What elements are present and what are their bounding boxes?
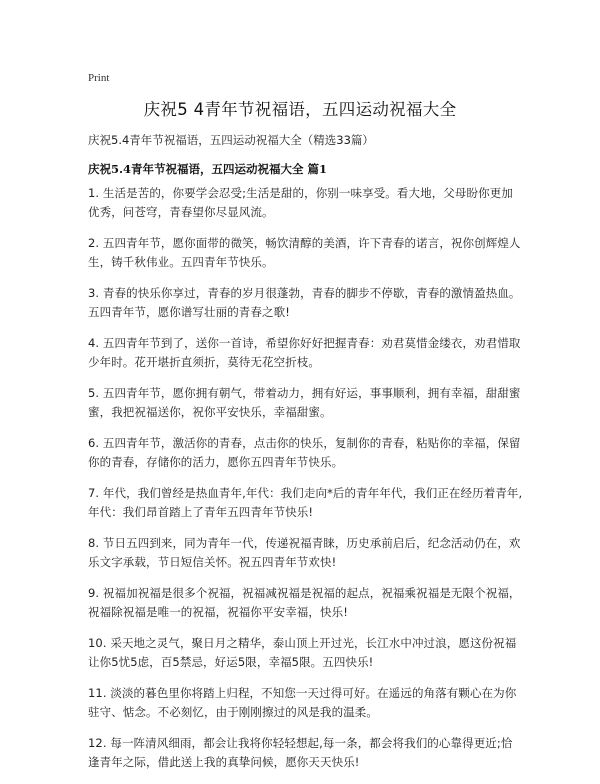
wish-item: 5. 五四青年节，愿你拥有朝气，带着动力，拥有好运，事事顺利，拥有幸福，甜甜蜜蜜，我把祝福送你，祝你平安快乐，幸福甜蜜。 <box>88 386 521 419</box>
wish-item: 8. 节日五四到来，同为青年一代，传递祝福青睐，历史承前启后，纪念活动仍在，欢乐文字承载，节日短信关怀。祝五四青年节欢快! <box>88 536 521 569</box>
wish-item: 6. 五四青年节，激活你的青春，点击你的快乐，复制你的青春，粘贴你的幸福，保留你的青春，存储你的活力，愿你五四青年节快乐。 <box>88 436 521 469</box>
page-title: 庆祝5 4青年节祝福语，五四运动祝福大全 <box>143 100 457 119</box>
wish-item: 1. 生活是苦的，你要学会忍受;生活是甜的，你别一味享受。看大地，父母盼你更加优秀，问苍穹，青春望你尽显风流。 <box>88 186 513 219</box>
print-link[interactable]: Print <box>88 72 110 84</box>
wish-item: 7. 年代，我们曾经是热血青年,年代：我们走向*后的青年年代，我们正在经历着青年,年代：我们昂首踏上了青年五四青年节快乐! <box>88 486 523 519</box>
wish-item: 2. 五四青年节，愿你面带的微笑，畅饮清醇的美酒，许下青春的诺言，祝你创辉煌人生，铸千秋伟业。五四青年节快乐。 <box>88 236 521 269</box>
wish-item: 4. 五四青年节到了，送你一首诗，希望你好好把握青春：劝君莫惜金缕衣，劝君惜取少年时。花开堪折直须折，莫待无花空折枝。 <box>88 336 521 369</box>
wish-item: 10. 采天地之灵气，聚日月之精华，泰山顶上开过光，长江水中冲过浪，愿这份祝福让你5忧5虑，百5禁忌，好运5限，幸福5限。五四快乐! <box>88 636 517 669</box>
wish-item: 3. 青春的快乐你享过，青春的岁月很蓬勃，青春的脚步不停歇，青春的激情盈热血。五四青年节，愿你谱写壮丽的青春之歌! <box>88 286 521 319</box>
document-subtitle: 庆祝5.4青年节祝福语，五四运动祝福大全（精选33篇） <box>88 133 374 147</box>
wish-item: 12. 每一阵清风细雨，都会让我将你轻轻想起,每一条，都会将我们的心靠得更近;恰逢青年之际，借此送上我的真挚问候，愿你天天快乐! <box>88 736 513 769</box>
wish-list <box>88 184 524 784</box>
section-heading: 庆祝5.4青年节祝福语，五四运动祝福大全 篇1 <box>88 162 328 176</box>
wish-item: 9. 祝福加祝福是很多个祝福，祝福减祝福是祝福的起点，祝福乘祝福是无限个祝福，祝福除祝福是唯一的祝福，祝福你平安幸福，快乐! <box>88 586 521 619</box>
wish-item: 11. 淡淡的暮色里你将踏上归程，不知您一天过得可好。在遥远的角落有颗心在为你驻守、惦念。不必刻忆，由于刚刚擦过的风是我的温柔。 <box>88 686 517 719</box>
